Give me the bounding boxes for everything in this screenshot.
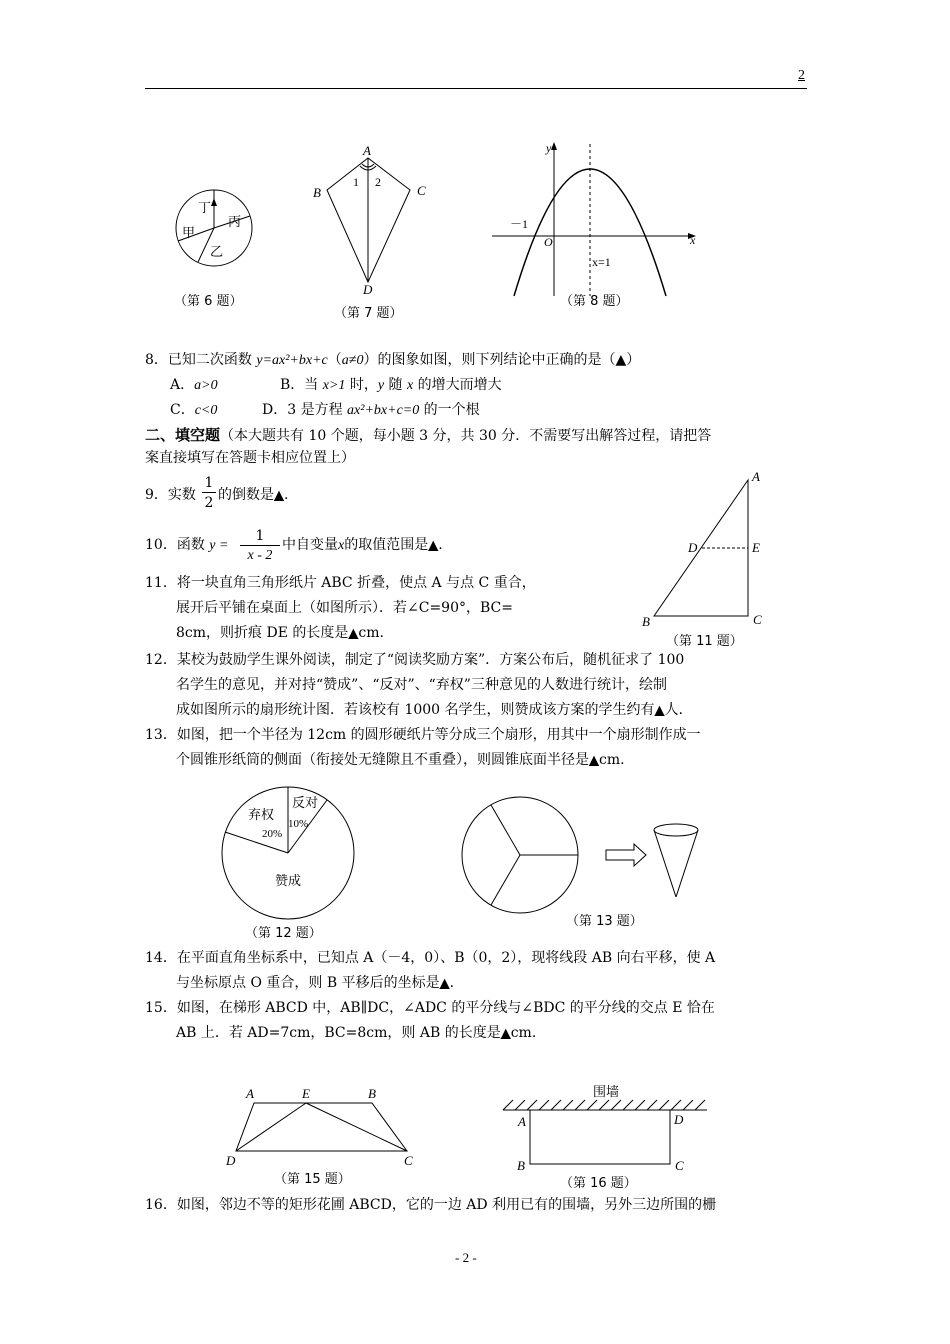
svg-text:E: E bbox=[752, 540, 760, 555]
f12-label-fandui: 反对 bbox=[292, 795, 319, 810]
figure-8 bbox=[488, 140, 703, 300]
q16-line-1: 16．如图，邻边不等的矩形花圃 ABCD，它的一边 AD 利用已有的围墙，另外三边所围的栅 bbox=[145, 1197, 717, 1213]
header-page-number: 2 bbox=[798, 68, 805, 83]
q8-option-b: B．当 x>1 时，y 随 x 的增大而增大 bbox=[280, 377, 502, 393]
f6-label-yi: 乙 bbox=[210, 244, 224, 259]
q14-line-2: 与坐标原点 O 重合，则 B 平移后的坐标是▲. bbox=[176, 973, 454, 994]
q8-option-a: A．a>0 bbox=[170, 377, 218, 393]
q10-post: 中自变量x的取值范围是▲. bbox=[282, 535, 443, 556]
svg-text:D: D bbox=[688, 540, 698, 555]
q15-line-2: AB 上．若 AD=7cm，BC=8cm，则 AB 的长度是▲cm. bbox=[176, 1023, 536, 1044]
svg-text:D: D bbox=[674, 1112, 684, 1127]
q10-answer-blank: ▲ bbox=[428, 538, 439, 553]
figure-13 bbox=[460, 795, 720, 925]
f6-arrow-icon bbox=[211, 198, 217, 206]
q8-option-c: C．c<0 bbox=[170, 402, 218, 418]
f13-caption: （第 13 题） bbox=[566, 914, 643, 929]
svg-text:围墙: 围墙 bbox=[593, 1084, 620, 1099]
f16-wall-hatch bbox=[503, 1100, 705, 1110]
header-rule bbox=[145, 88, 807, 89]
q11-line-1: 11．将一块直角三角形纸片 ABC 折叠，使点 A 与点 C 重合， bbox=[145, 575, 536, 591]
f8-caption: （第 8 题） bbox=[560, 294, 629, 309]
figure-7 bbox=[305, 142, 435, 297]
q12-line-1: 12．某校为鼓励学生课外阅读，制定了“阅读奖励方案”．方案公布后，随机征求了 100 bbox=[145, 652, 685, 668]
svg-text:x: x bbox=[690, 233, 696, 247]
svg-text:x=1: x=1 bbox=[592, 255, 611, 269]
q12-line-3: 成如图所示的扇形统计图．若该校有 1000 名学生，则赞成该方案的学生约有▲人. bbox=[176, 700, 683, 721]
svg-text:C: C bbox=[417, 183, 426, 198]
q11-line-2: 展开后平铺在桌面上（如图所示）．若∠C=90°，BC= bbox=[176, 600, 513, 616]
f15-caption: （第 15 题） bbox=[274, 1172, 351, 1187]
figure-16 bbox=[495, 1078, 720, 1173]
q9-post: 的倒数是▲. bbox=[218, 485, 288, 506]
q12-answer-blank: ▲ bbox=[654, 703, 665, 718]
q15-line-1: 15．如图，在梯形 ABCD 中，AB∥DC，∠ADC 的平分线与∠BDC 的平分线的交点 E 恰在 bbox=[145, 1000, 715, 1016]
section2-note-2: 案直接填写在答题卡相应位置上） bbox=[145, 450, 355, 466]
f7-caption: （第 7 题） bbox=[334, 306, 403, 321]
q14-answer-blank: ▲ bbox=[439, 976, 450, 991]
section2-title: 二、填空题 bbox=[145, 426, 221, 444]
q13-answer-blank: ▲ bbox=[589, 753, 599, 768]
svg-text:O: O bbox=[544, 235, 553, 249]
f6-caption: （第 6 题） bbox=[174, 294, 243, 309]
f12-label-p10: 10% bbox=[288, 818, 309, 830]
q8-stem: 8．已知二次函数 y=ax²+bx+c（a≠0）的图象如图，则下列结论中正确的是（▲） bbox=[145, 352, 641, 368]
figure-15 bbox=[222, 1083, 422, 1168]
svg-text:D: D bbox=[363, 282, 373, 297]
f12-label-qiquan: 弃权 bbox=[248, 807, 275, 822]
svg-text:－1: －1 bbox=[510, 217, 529, 231]
svg-text:y: y bbox=[546, 141, 552, 155]
svg-text:1: 1 bbox=[353, 175, 359, 189]
q15-answer-blank: ▲ bbox=[500, 1026, 511, 1041]
svg-text:A: A bbox=[246, 1086, 254, 1101]
q9-pre: 9．实数 bbox=[145, 487, 196, 503]
q9-fraction: $\frac{1}{2}$ bbox=[202, 474, 216, 513]
svg-text:E: E bbox=[302, 1086, 310, 1101]
figure-6 bbox=[170, 188, 260, 268]
f13-arrow-icon bbox=[606, 844, 646, 866]
svg-text:A: A bbox=[752, 469, 760, 484]
svg-text:C: C bbox=[753, 612, 762, 627]
svg-text:C: C bbox=[675, 1158, 684, 1173]
svg-text:B: B bbox=[517, 1158, 525, 1173]
f6-label-bing: 丙 bbox=[228, 214, 242, 229]
svg-text:B: B bbox=[368, 1086, 376, 1101]
q14-line-1: 14．在平面直角坐标系中，已知点 A（－4，0）、B（0，2），现将线段 AB 向右平移，使 A bbox=[145, 950, 716, 966]
svg-text:A: A bbox=[363, 143, 371, 158]
q9-answer-blank: ▲ bbox=[274, 488, 284, 503]
f16-caption: （第 16 题） bbox=[560, 1176, 637, 1191]
f11-caption: （第 11 题） bbox=[666, 634, 743, 649]
figure-12 bbox=[220, 785, 360, 925]
f12-label-p20: 20% bbox=[262, 828, 283, 840]
svg-text:B: B bbox=[313, 185, 321, 200]
q8-option-d: D．3 是方程 ax²+bx+c=0 的一个根 bbox=[262, 402, 480, 418]
f6-label-ding: 丁 bbox=[198, 200, 212, 215]
q12-line-2: 名学生的意见，并对持“赞成”、“反对”、“弃权”三种意见的人数进行统计，绘制 bbox=[176, 677, 667, 693]
f12-caption: （第 12 题） bbox=[245, 926, 322, 941]
q11-line-3: 8cm，则折痕 DE 的长度是▲cm. bbox=[176, 623, 384, 644]
q11-answer-blank: ▲ bbox=[348, 626, 359, 641]
q10-pre: 10．函数 y = bbox=[145, 537, 229, 553]
footer-page-label: - 2 - bbox=[455, 1250, 477, 1265]
q13-line-2: 个圆锥形纸筒的侧面（衔接处无缝隙且不重叠），则圆锥底面半径是▲cm. bbox=[176, 750, 625, 771]
svg-text:2: 2 bbox=[375, 175, 381, 189]
figure-11 bbox=[640, 468, 770, 630]
svg-text:C: C bbox=[404, 1153, 413, 1168]
f13-cone-icon bbox=[654, 824, 698, 836]
svg-text:D: D bbox=[226, 1153, 236, 1168]
svg-text:B: B bbox=[642, 614, 650, 629]
q10-fraction: $\frac{1}{x - 2}$ bbox=[240, 527, 280, 566]
section2-heading: 二、填空题（本大题共有 10 个题，每小题 3 分，共 30 分．不需要写出解答过程，请把答 bbox=[145, 426, 712, 444]
f12-label-zancheng: 赞成 bbox=[275, 873, 302, 888]
svg-text:A: A bbox=[518, 1114, 526, 1129]
q13-line-1: 13．如图，把一个半径为 12cm 的圆形硬纸片等分成三个扇形，用其中一个扇形制作成一 bbox=[145, 727, 701, 743]
f6-label-jia: 甲 bbox=[182, 225, 196, 240]
